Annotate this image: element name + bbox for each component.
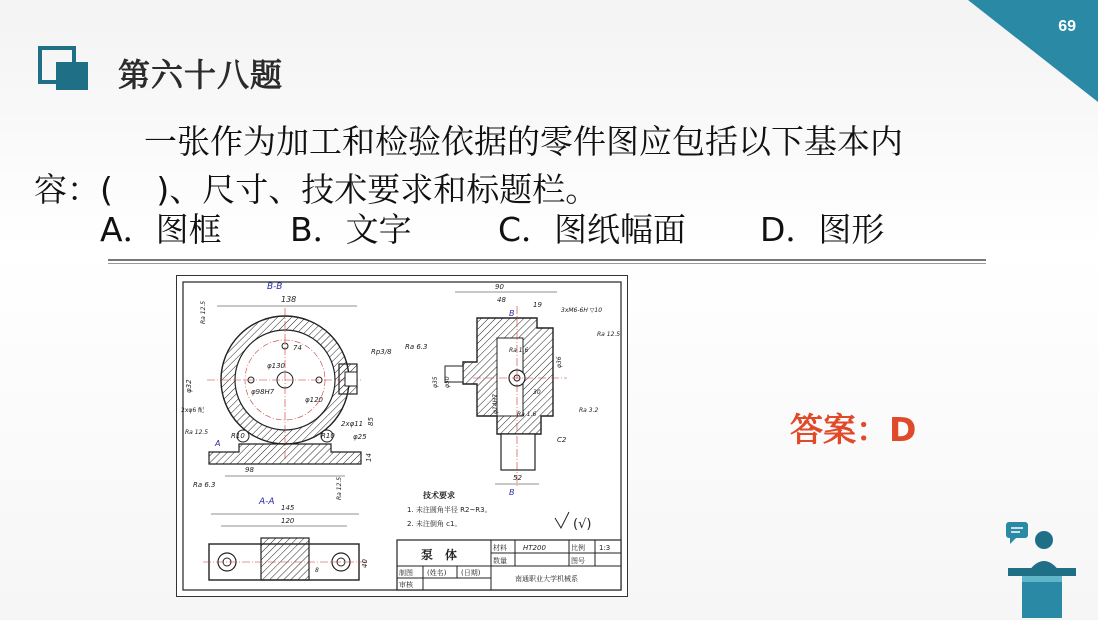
option-a[interactable]: A．图框 [100, 210, 222, 249]
part-drawing [176, 275, 628, 597]
dim-85: 85 [367, 417, 375, 426]
drawn-label: 制图 [399, 569, 413, 577]
name-field: (姓名) [427, 569, 447, 577]
dim-145: 145 [281, 504, 295, 512]
dim-14: 14 [365, 453, 373, 462]
dim-74: 74 [293, 344, 302, 352]
question-line-2: 容：( )、尺寸、技术要求和标题栏。 [34, 170, 599, 209]
dim-98: 98 [245, 466, 254, 474]
label-ra125-foot: Ra 12.5 [336, 476, 343, 500]
answer-text: 答案：D [790, 410, 917, 449]
section-mark-b-bottom: B [509, 488, 515, 497]
label-phi120: φ120 [305, 396, 323, 404]
divider-line-thin [108, 263, 986, 264]
label-r10-left: R10 [231, 432, 245, 440]
scale-label: 比例 [571, 544, 585, 552]
dim-30: 30 [533, 389, 541, 396]
label-phi98h7: φ98H7 [251, 388, 275, 396]
school-name: 南通职业大学机械系 [515, 575, 578, 583]
question-text [34, 118, 1024, 214]
option-c[interactable]: C．图纸幅面 [498, 210, 687, 249]
label-2xphi11: 2xφ11 [341, 420, 364, 428]
page-number: 69 [1058, 18, 1076, 35]
slide-title: 第六十八题 [118, 56, 284, 94]
section-bb-label: B-B [267, 282, 283, 292]
tech-req-2: 2. 未注倒角 c1。 [407, 520, 462, 528]
corner-page-tab [968, 0, 1098, 102]
part-name: 泵 体 [421, 548, 458, 562]
roughness-note: (√) [573, 517, 592, 532]
material-value: HT200 [523, 544, 546, 552]
section-mark-a-left: A [215, 439, 221, 448]
label-ra63-top: Ra 6.3 [405, 343, 428, 351]
option-d[interactable]: D．图形 [760, 210, 885, 249]
dim-8: 8 [315, 567, 319, 574]
dim-120: 120 [281, 517, 295, 525]
qty-label: 数量 [493, 557, 507, 565]
label-ra125-right: Ra 12.5 [597, 331, 621, 338]
label-phi25: φ25 [353, 433, 367, 441]
divider-line [108, 259, 986, 261]
dim-48: 48 [497, 296, 506, 304]
label-phi36: φ36 [556, 356, 563, 368]
drawing-no-label: 图号 [571, 557, 585, 565]
label-phi32: φ32 [185, 379, 193, 393]
option-b[interactable]: B．文字 [290, 210, 412, 249]
material-label: 材料 [493, 544, 507, 552]
label-ra63-left: Ra 6.3 [193, 481, 216, 489]
dim-138: 138 [281, 295, 297, 304]
checked-label: 审核 [399, 581, 413, 589]
dim-19: 19 [533, 301, 542, 309]
label-phi35: φ35 [432, 376, 439, 388]
question-line-1: 一张作为加工和检验依据的零件图应包括以下基本内 [144, 122, 903, 161]
label-holes-2x6: 2xφ6 配 [181, 407, 205, 414]
tech-req-title: 技术要求 [423, 491, 455, 500]
scale-value: 1:3 [599, 544, 611, 552]
dim-40: 40 [361, 559, 369, 568]
label-ra16-mid: Ra 1.6 [517, 411, 537, 418]
title-logo-icon [38, 46, 90, 92]
label-phi14h7: φ14H7 [492, 394, 499, 414]
dim-52: 52 [513, 474, 522, 482]
label-ra125-left: Ra 12.5 [185, 429, 209, 436]
label-ra32: Ra 3.2 [579, 407, 599, 414]
label-phi130: φ130 [267, 362, 285, 370]
label-thread: 3xM6-6H ▽10 [561, 307, 603, 314]
section-aa-label: A-A [259, 497, 275, 507]
label-c2: C2 [557, 436, 567, 444]
label-ra125-top: Ra 12.5 [200, 300, 207, 324]
section-mark-b-top: B [509, 309, 515, 318]
label-ra16-top: Ra 1.6 [509, 347, 529, 354]
label-phi50: φ50 [444, 376, 451, 388]
tech-req-1: 1. 未注圆角半径 R2~R3。 [407, 506, 492, 514]
date-field: (日期) [461, 569, 481, 577]
part-drawing-svg [177, 276, 627, 596]
label-r10-right: R10 [321, 432, 335, 440]
dim-90: 90 [495, 283, 504, 291]
label-rp: Rp3/8 [371, 348, 392, 356]
teacher-podium-icon [1004, 520, 1080, 620]
